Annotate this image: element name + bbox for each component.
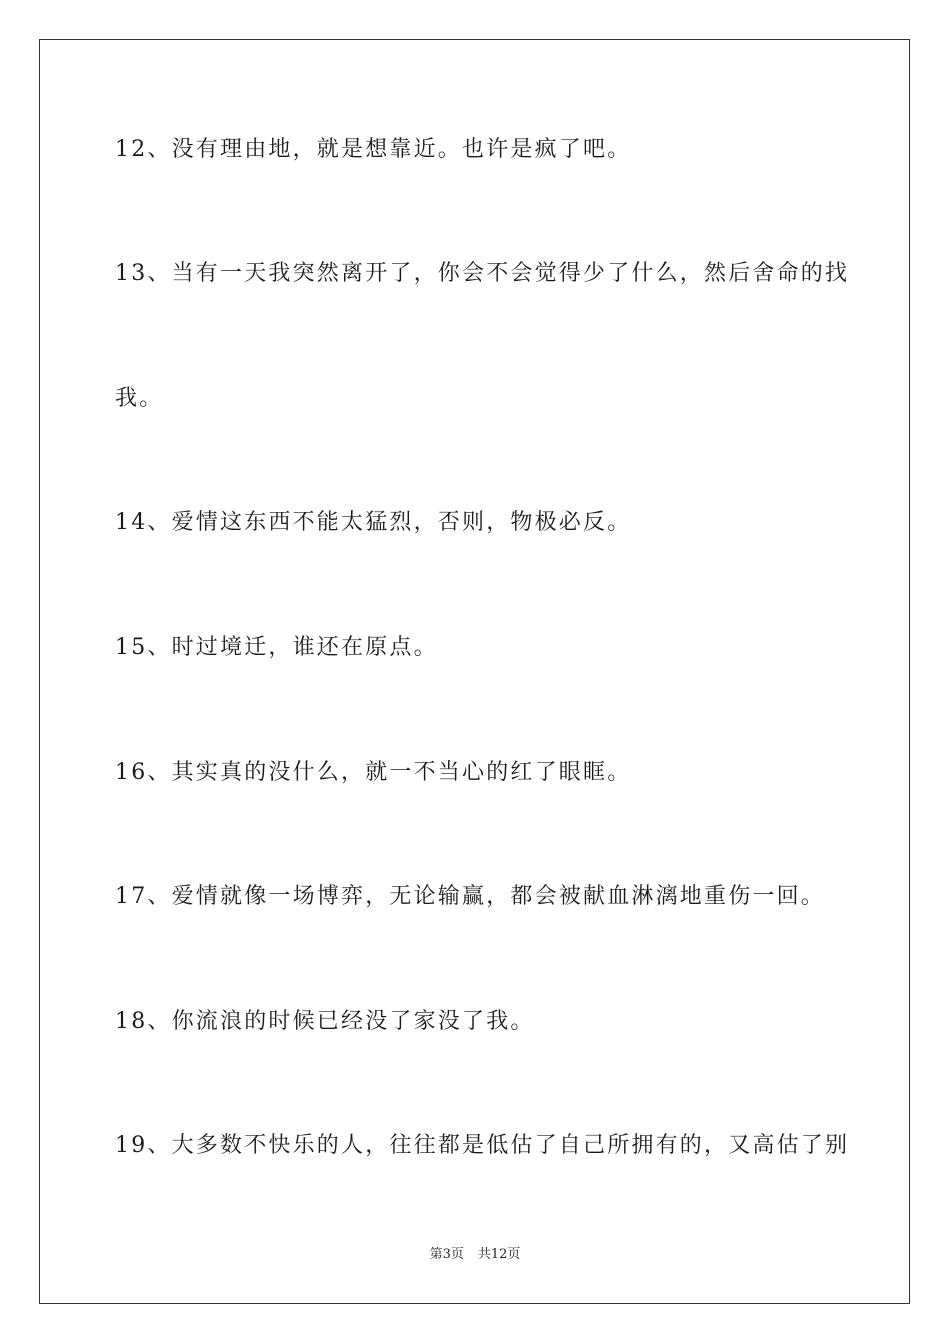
page-total: 共12页	[477, 1247, 521, 1262]
quote-line-18: 18、你流浪的时候已经没了家没了我。	[115, 1009, 535, 1034]
quote-line-19: 19、大多数不快乐的人，往往都是低估了自己所拥有的，又高估了别	[115, 1133, 850, 1158]
quote-line-16: 16、其实真的没什么，就一不当心的红了眼眶。	[115, 760, 632, 785]
quote-line-15: 15、时过境迁，谁还在原点。	[115, 635, 438, 660]
page-border	[39, 39, 910, 1304]
quote-line-14: 14、爱情这东西不能太猛烈，否则，物极必反。	[115, 510, 632, 535]
quote-line-13: 13、当有一天我突然离开了，你会不会觉得少了什么，然后舍命的找	[115, 261, 850, 286]
page-footer	[0, 1247, 950, 1263]
quote-line-17: 17、爱情就像一场博弈，无论输赢，都会被献血淋漓地重伤一回。	[115, 884, 825, 909]
quote-line-13-continued: 我。	[115, 386, 164, 411]
quote-line-12: 12、没有理由地，就是想靠近。也许是疯了吧。	[115, 137, 632, 162]
page-number: 第3页	[429, 1247, 464, 1262]
